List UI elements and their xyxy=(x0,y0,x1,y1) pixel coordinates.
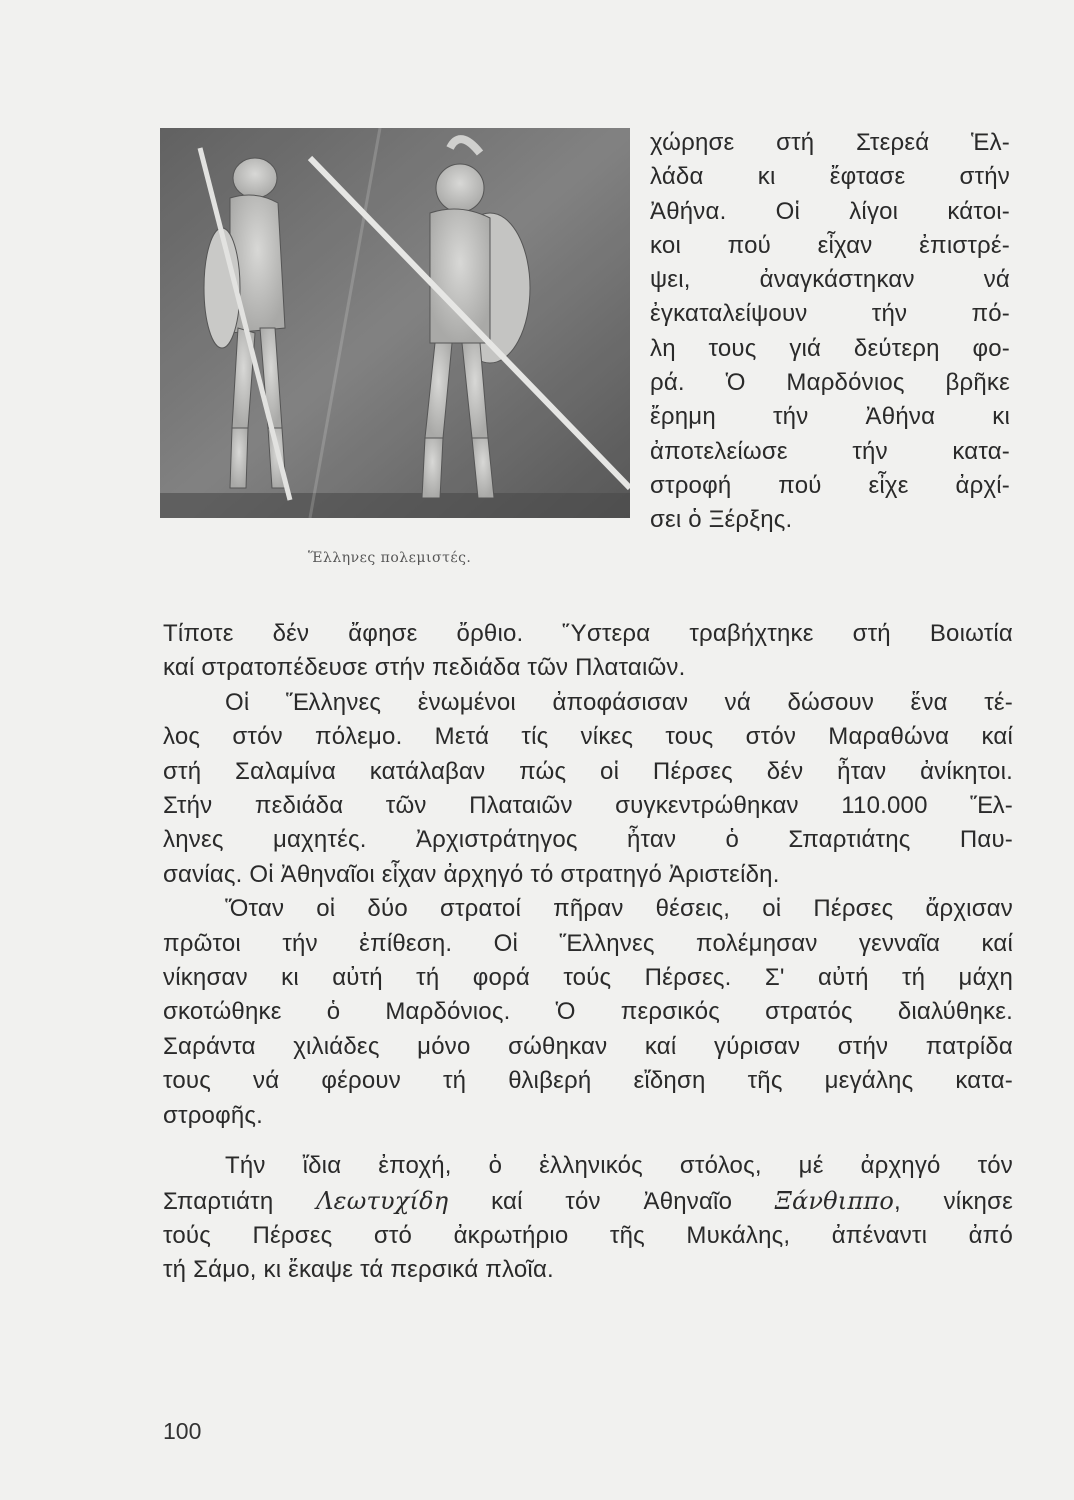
text-line: πρῶτοι τήν ἐπίθεση. Οἱ Ἕλληνες πολέμησαν γενναῖα καί xyxy=(163,929,1013,957)
name-leotychides: Λεωτυχίδη xyxy=(316,1186,449,1215)
text-line: Ἀθήνα. Οἱ λίγοι κάτοι- xyxy=(650,197,1010,225)
text-line: λάδα κι ἔφτασε στήν xyxy=(650,163,1010,191)
text-line: τούς Πέρσες στό ἀκρωτήριο τῆς Μυκάλης, ἀπέναντι ἀπό xyxy=(163,1221,1013,1249)
text-line: ληνες μαχητές. Ἀρχιστράτηγος ἦταν ὁ Σπαρτιάτης Παυ- xyxy=(163,826,1013,854)
warriors-relief-image xyxy=(160,128,630,518)
side-text-column xyxy=(650,126,1010,538)
figure-caption: Ἕλληνες πολεμιστές. xyxy=(308,550,472,566)
body-text xyxy=(163,617,1013,1288)
text-line: ρά. Ὁ Μαρδόνιος βρῆκε xyxy=(650,369,1010,397)
name-xanthippus: Ξάνθιππο xyxy=(774,1186,895,1215)
text-line: ψει, ἀναγκάστηκαν νά xyxy=(650,266,1010,294)
text-line: ἐγκαταλείψουν τήν πό- xyxy=(650,300,1010,328)
text-line: Τήν ἴδια ἐποχή, ὁ ἑλληνικός στόλος, μέ ἀρχηγό τόν xyxy=(225,1152,1013,1180)
text-line: Τίποτε δέν ἄφησε ὄρθιο. Ὕστερα τραβήχτηκε στή Βοιωτία xyxy=(163,620,1013,647)
text-segment: Σπαρτιάτη xyxy=(163,1187,317,1215)
text-line: χώρησε στή Στερεά Ἑλ- xyxy=(650,129,1010,156)
text-line: Ὅταν οἱ δύο στρατοί πῆραν θέσεις, οἱ Πέρσες ἄρχισαν xyxy=(225,895,1013,923)
text-line: καί στρατοπέδευσε στήν πεδιάδα τῶν Πλαταιῶν. xyxy=(163,654,686,682)
text-segment: καί τόν Ἀθηναῖο xyxy=(448,1187,775,1215)
text-line: λος στόν πόλεμο. Μετά τίς νίκες τους στόν Μαραθώνα καί xyxy=(163,723,1013,751)
text-segment: , νίκησε xyxy=(894,1187,1013,1215)
text-line: τους νά φέρουν τή θλιβερή εἴδηση τῆς μεγάλης κατα- xyxy=(163,1067,1013,1095)
text-line: Σαράντα χιλιάδες μόνο σώθηκαν καί γύρισαν στήν πατρίδα xyxy=(163,1032,1013,1060)
text-line: κοι πού εἶχαν ἐπιστρέ- xyxy=(650,231,1010,259)
text-line: ἔρημη τήν Ἀθήνα κι xyxy=(650,403,1010,431)
text-line: στροφή πού εἶχε ἀρχί- xyxy=(650,471,1010,499)
text-line: σανίας. Οἱ Ἀθηναῖοι εἶχαν ἀρχηγό τό στρατηγό Ἀριστείδη. xyxy=(163,860,780,888)
text-line-with-names xyxy=(163,1184,1013,1219)
text-line: νίκησαν κι αὐτή τή φορά τούς Πέρσες. Σ' αὐτή τή μάχη xyxy=(163,964,1013,992)
text-line: Στήν πεδιάδα τῶν Πλαταιῶν συγκεντρώθηκαν 110.000 Ἕλ- xyxy=(163,792,1013,820)
text-line: ἀποτελείωσε τήν κατα- xyxy=(650,437,1010,465)
text-line: σει ὁ Ξέρξης. xyxy=(650,506,793,534)
text-line: Οἱ Ἕλληνες ἑνωμένοι ἀποφάσισαν νά δώσουν ἕνα τέ- xyxy=(225,688,1013,716)
text-line: σκοτώθηκε ὁ Μαρδόνιος. Ὁ περσικός στρατός διαλύθηκε. xyxy=(163,998,1013,1026)
text-line: στή Σαλαμίνα κατάλαβαν πώς οἱ Πέρσες δέν ἦταν ἀνίκητοι. xyxy=(163,757,1013,785)
text-line: λη τους γιά δεύτερη φο- xyxy=(650,334,1010,362)
page-number: 100 xyxy=(163,1418,202,1444)
text-line: στροφῆς. xyxy=(163,1101,264,1129)
text-line: τή Σάμο, κι ἔκαψε τά περσικά πλοῖα. xyxy=(163,1256,554,1284)
